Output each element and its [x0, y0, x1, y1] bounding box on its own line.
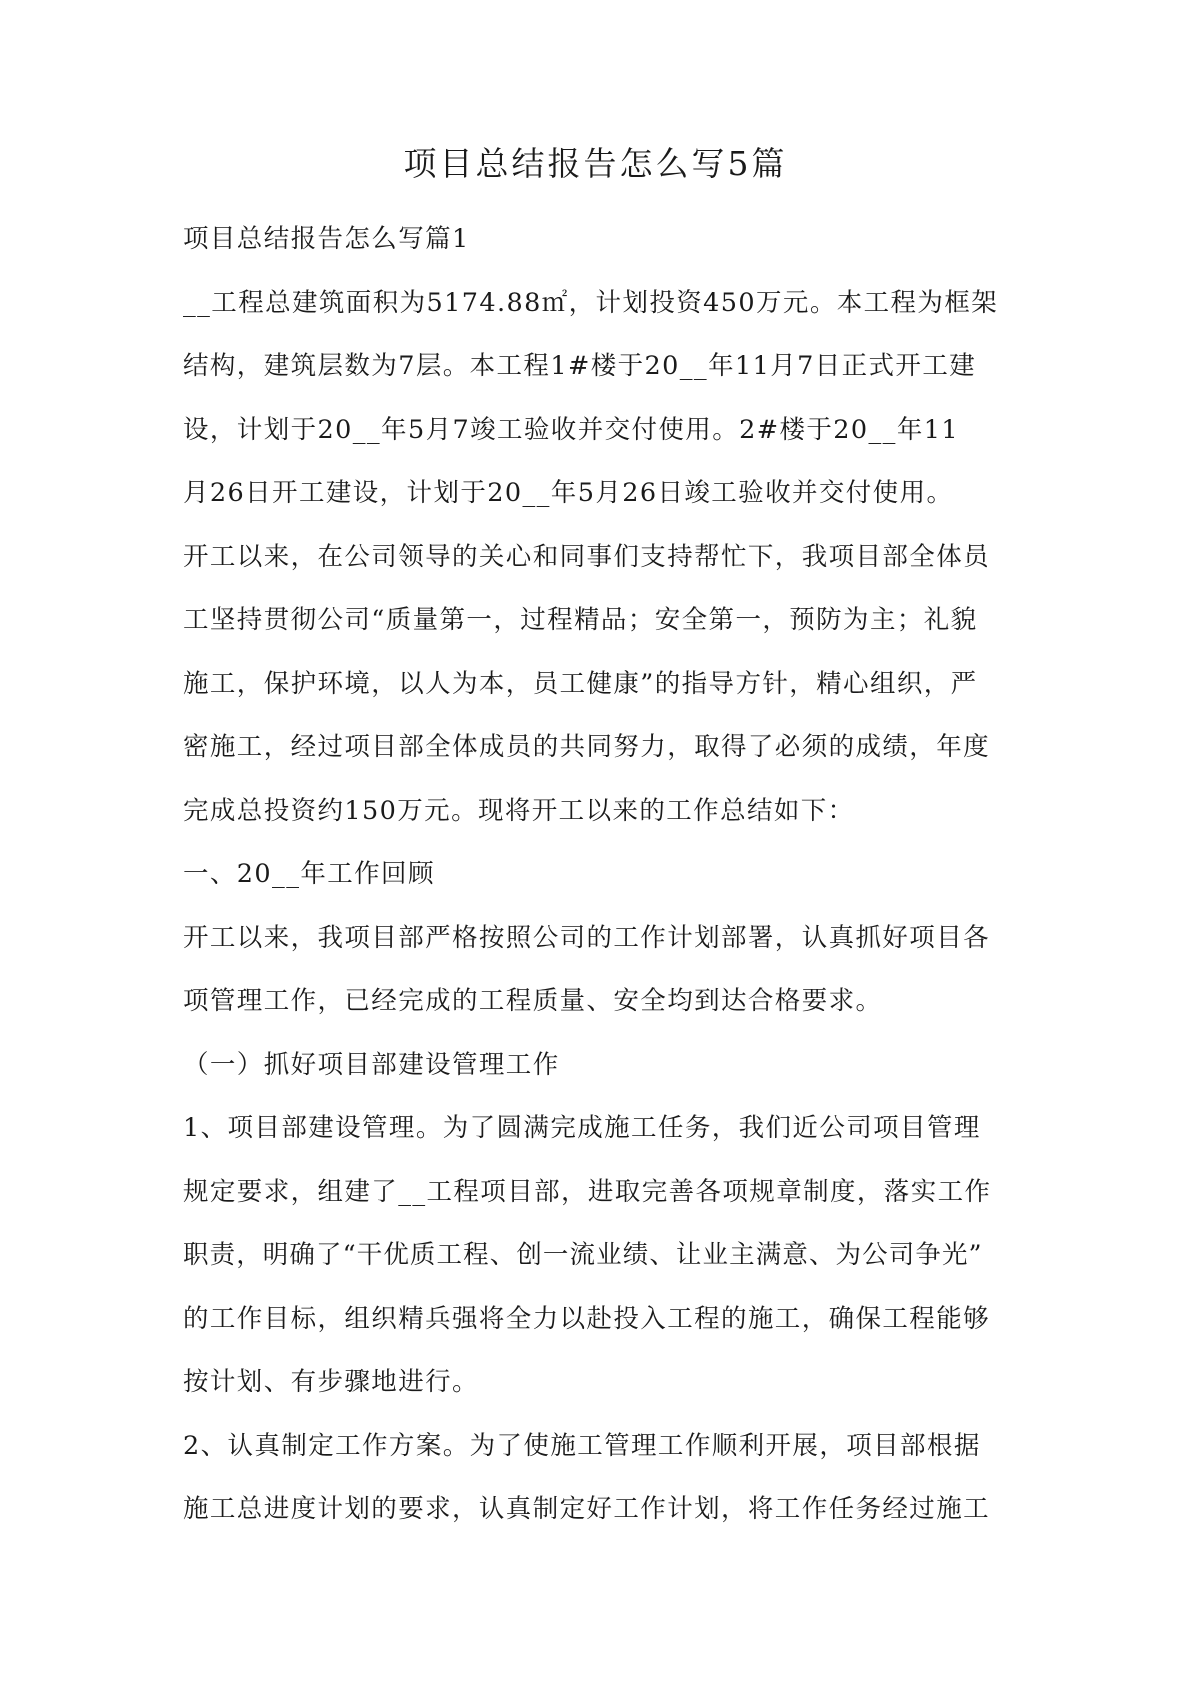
- paragraph-line: 月26日开工建设，计划于20__年5月26日竣工验收并交付使用。: [183, 478, 954, 508]
- paragraph-line: 按计划、有步骤地进行。: [183, 1367, 479, 1397]
- paragraph-line: 开工以来，在公司领导的关心和同事们支持帮忙下，我项目部全体员: [183, 541, 991, 572]
- paragraph-line: 施工总进度计划的要求，认真制定好工作计划，将工作任务经过施工: [183, 1494, 991, 1524]
- paragraph-line: 的工作目标，组织精兵强将全力以赴投入工程的施工，确保工程能够: [183, 1303, 991, 1334]
- paragraph-line: __工程总建筑面积为5174.88㎡，计划投资450万元。本工程为框架: [183, 287, 999, 318]
- paragraph-line: 密施工，经过项目部全体成员的共同努力，取得了必须的成绩，年度: [183, 732, 991, 762]
- paragraph-line: 结构，建筑层数为7层。本工程1#楼于20__年11月7日正式开工建: [183, 351, 977, 381]
- paragraph-line: 完成总投资约150万元。现将开工以来的工作总结如下：: [183, 795, 855, 826]
- paragraph-line: 工坚持贯彻公司“质量第一，过程精品；安全第一，预防为主；礼貌: [183, 605, 978, 635]
- paragraph-line: 职责，明确了“干优质工程、创一流业绩、让业主满意、为公司争光”: [183, 1240, 983, 1270]
- paragraph-line: 1、项目部建设管理。为了圆满完成施工任务，我们近公司项目管理: [183, 1113, 981, 1143]
- section-heading-review: 一、20__年工作回顾: [183, 859, 435, 889]
- document-body: [183, 208, 1013, 1542]
- paragraph-line: 项管理工作，已经完成的工程质量、安全均到达合格要求。: [183, 986, 883, 1016]
- subsection-heading: （一）抓好项目部建设管理工作: [183, 1049, 560, 1080]
- paragraph-line: 开工以来，我项目部严格按照公司的工作计划部署，认真抓好项目各: [183, 922, 991, 953]
- paragraph-line: 设，计划于20__年5月7竣工验收并交付使用。2#楼于20__年11: [183, 414, 959, 445]
- paragraph-line: 2、认真制定工作方案。为了使施工管理工作顺利开展，项目部根据: [183, 1430, 981, 1461]
- document-title: 项目总结报告怎么写5篇: [403, 144, 788, 183]
- paragraph-line: 施工，保护环境，以人为本，员工健康”的指导方针，精心组织，严: [183, 668, 978, 699]
- section-heading-1: 项目总结报告怎么写篇1: [183, 224, 470, 254]
- paragraph-line: 规定要求，组建了__工程项目部，进取完善各项规章制度，落实工作: [183, 1176, 992, 1207]
